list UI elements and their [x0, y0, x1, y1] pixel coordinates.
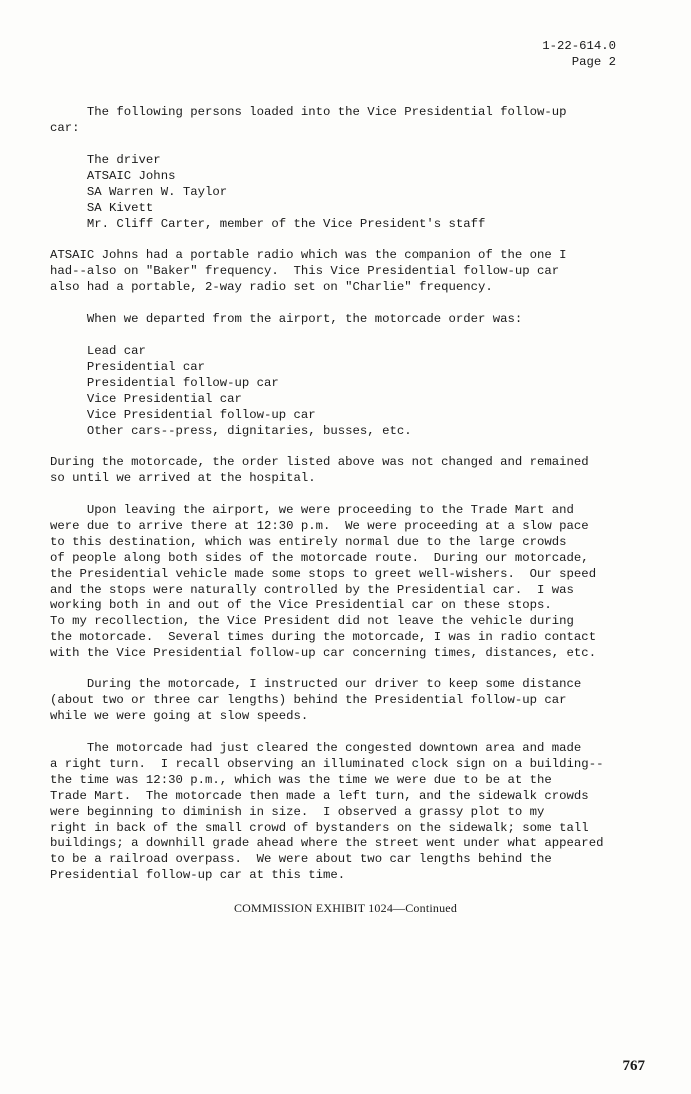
text-line: Vice Presidential car — [50, 391, 242, 406]
text-line: Presidential follow-up car — [50, 375, 279, 390]
text-line: car: — [50, 120, 80, 135]
text-line: (about two or three car lengths) behind the Presidential follow-up car — [50, 692, 567, 707]
text-line: The motorcade had just cleared the congested downtown area and made — [50, 741, 582, 755]
text-line: the time was 12:30 p.m., which was the time we were due to be at the — [50, 772, 552, 787]
text-line: Presidential car — [50, 359, 205, 374]
text-line: The following persons loaded into the Vice Presidential follow-up — [50, 105, 567, 119]
text-line: right in back of the small crowd of bystanders on the sidewalk; some tall — [50, 820, 589, 835]
text-line: to this destination, which was entirely normal due to the large crowds — [50, 534, 567, 549]
text-line: Mr. Cliff Carter, member of the Vice President's staff — [50, 216, 486, 231]
text-line: buildings; a downhill grade ahead where the street went under what appeared — [50, 836, 604, 851]
exhibit-caption: COMMISSION EXHIBIT 1024—Continued — [233, 901, 458, 915]
text-line: SA Warren W. Taylor — [50, 184, 228, 199]
text-line: Upon leaving the airport, we were proceeding to the Trade Mart and — [50, 503, 574, 517]
page-label: Page 2 — [571, 55, 616, 69]
text-line: and the stops were naturally controlled by the Presidential car. I was — [50, 582, 574, 597]
text-line: Other cars--press, dignitaries, busses, etc. — [50, 423, 412, 438]
text-line: Presidential follow-up car at this time. — [50, 868, 346, 883]
text-line: had--also on "Baker" frequency. This Vice Presidential follow-up car — [50, 263, 560, 278]
text-line: During the motorcade, I instructed our driver to keep some distance — [50, 677, 582, 691]
text-line: with the Vice Presidential follow-up car concerning times, distances, etc. — [50, 646, 597, 661]
text-line: Lead car — [50, 344, 146, 358]
page-number: 767 — [622, 1058, 645, 1074]
text-line: were beginning to diminish in size. I observed a grassy plot to my — [50, 804, 545, 819]
text-line: while we were going at slow speeds. — [50, 708, 309, 723]
text-line: of people along both sides of the motorcade route. During our motorcade, — [50, 550, 589, 565]
text-line: Trade Mart. The motorcade then made a left turn, and the sidewalk crowds — [50, 788, 589, 803]
text-line: To my recollection, the Vice President did not leave the vehicle during — [50, 614, 574, 629]
page-header — [542, 38, 616, 70]
text-line: When we departed from the airport, the motorcade order was: — [50, 312, 523, 326]
text-line: ATSAIC Johns — [50, 168, 176, 183]
text-line: SA Kivett — [50, 200, 154, 215]
text-line: the Presidential vehicle made some stops to greet well-wishers. Our speed — [50, 566, 597, 581]
text-line: a right turn. I recall observing an illuminated clock sign on a building-- — [50, 756, 604, 771]
text-line: ATSAIC Johns had a portable radio which was the companion of the one I — [50, 248, 567, 262]
text-line: the motorcade. Several times during the motorcade, I was in radio contact — [50, 630, 597, 645]
text-line: were due to arrive there at 12:30 p.m. We were proceeding at a slow pace — [50, 518, 589, 533]
text-line: working both in and out of the Vice Presidential car on these stops. — [50, 598, 552, 613]
text-line: to be a railroad overpass. We were about two car lengths behind the — [50, 852, 552, 867]
text-line: Vice Presidential follow-up car — [50, 407, 316, 422]
document-number: 1-22-614.0 — [542, 39, 616, 53]
text-line: During the motorcade, the order listed above was not changed and remained — [50, 455, 589, 469]
text-line: also had a portable, 2-way radio set on "Charlie" frequency. — [50, 279, 493, 294]
text-line: so until we arrived at the hospital. — [50, 470, 316, 485]
text-line: The driver — [50, 153, 161, 167]
